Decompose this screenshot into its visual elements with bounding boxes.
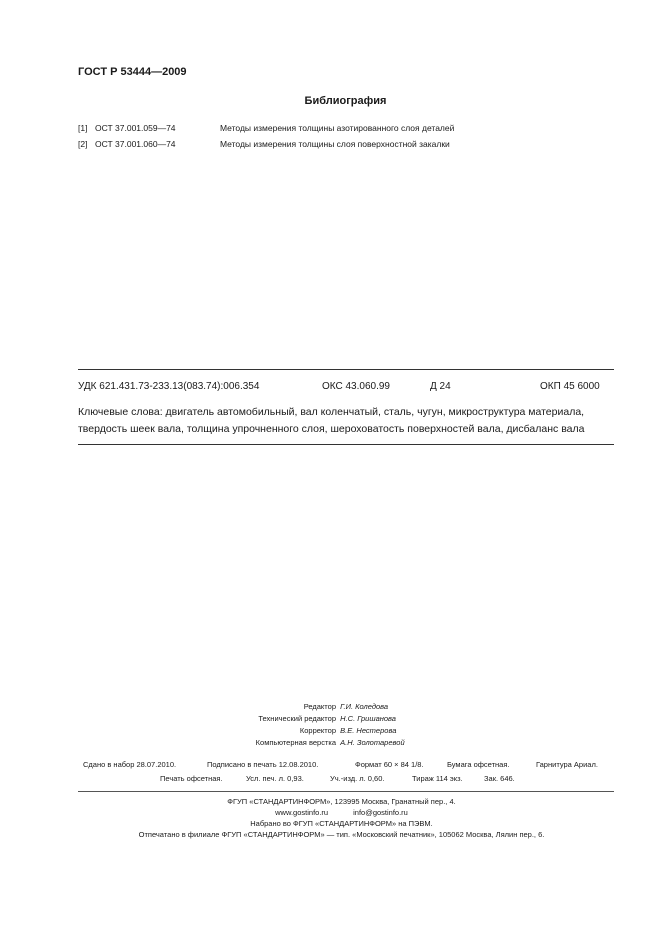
credit-row: [200, 714, 396, 723]
top-divider: [78, 369, 614, 370]
bottom-divider: [78, 444, 614, 445]
d-code: Д 24: [430, 381, 451, 392]
udk-code: УДК 621.431.73-233.13(083.74):006.354: [78, 381, 260, 392]
credit-role: Технический редактор: [258, 714, 336, 723]
publisher-contacts: [0, 808, 661, 817]
publisher-email: info@gostinfo.ru: [353, 808, 408, 817]
reference-number: [2]: [78, 139, 88, 149]
reference-code: ОСТ 37.001.059—74: [95, 123, 176, 133]
reference-code: ОСТ 37.001.060—74: [95, 139, 176, 149]
print-format: Формат 60 × 84 1/8.: [355, 760, 424, 769]
imprint-divider: [78, 791, 614, 792]
standard-number: ГОСТ Р 53444—2009: [78, 66, 187, 78]
keywords-line-1: Ключевые слова: двигатель автомобильный, вал коленчатый, сталь, чугун, микроструктура материала,: [78, 406, 585, 418]
reference-title: Методы измерения толщины слоя поверхностной закалки: [220, 139, 450, 149]
bibliography-title: Библиография: [304, 95, 387, 107]
font-family-note: Гарнитура Ариал.: [536, 760, 598, 769]
credit-row: [200, 738, 405, 747]
publisher-sheets: Уч.-изд. л. 0,60.: [330, 774, 385, 783]
keywords-line-2: твердость шеек вала, толщина упрочненного слоя, шероховатость поверхностей вала, дисбаланс вала: [78, 423, 585, 435]
credit-name: Н.С. Гришанова: [340, 714, 396, 723]
publishing-line-2: [0, 774, 661, 786]
credit-name: В.Е. Нестерова: [340, 726, 397, 735]
reference-number: [1]: [78, 123, 88, 133]
order-number: Зак. 646.: [484, 774, 515, 783]
credit-role: Компьютерная верстка: [255, 738, 336, 747]
paper-type: Бумага офсетная.: [447, 760, 510, 769]
bibliography-item: [78, 123, 454, 133]
credit-role: Корректор: [299, 726, 336, 735]
print-type: Печать офсетная.: [160, 774, 223, 783]
printing-note: Отпечатано в филиале ФГУП «СТАНДАРТИНФОРМ» — тип. «Московский печатник», 105062 Москва, Лялин пер., 6.: [138, 830, 545, 839]
set-date: Сдано в набор 28.07.2010.: [83, 760, 177, 769]
publisher-website: www.gostinfo.ru: [275, 808, 329, 817]
typesetting-note: Набрано во ФГУП «СТАНДАРТИНФОРМ» на ПЭВМ.: [250, 819, 433, 828]
credit-role: Редактор: [303, 702, 336, 711]
print-sheets: Усл. печ. л. 0,93.: [246, 774, 304, 783]
credit-row: [200, 702, 388, 711]
credit-row: [200, 726, 396, 735]
signed-date: Подписано в печать 12.08.2010.: [207, 760, 319, 769]
publishing-line-1: [0, 760, 661, 772]
publisher-address: ФГУП «СТАНДАРТИНФОРМ», 123995 Москва, Гранатный пер., 4.: [227, 797, 456, 806]
credit-name: А.Н. Золотаревой: [340, 738, 405, 747]
bibliography-item: [78, 139, 450, 149]
credit-name: Г.И. Коледова: [340, 702, 389, 711]
tirage: Тираж 114 экз.: [412, 774, 463, 783]
okp-code: ОКП 45 6000: [540, 381, 600, 392]
reference-title: Методы измерения толщины азотированного слоя деталей: [220, 123, 455, 133]
oks-code: ОКС 43.060.99: [322, 381, 390, 392]
